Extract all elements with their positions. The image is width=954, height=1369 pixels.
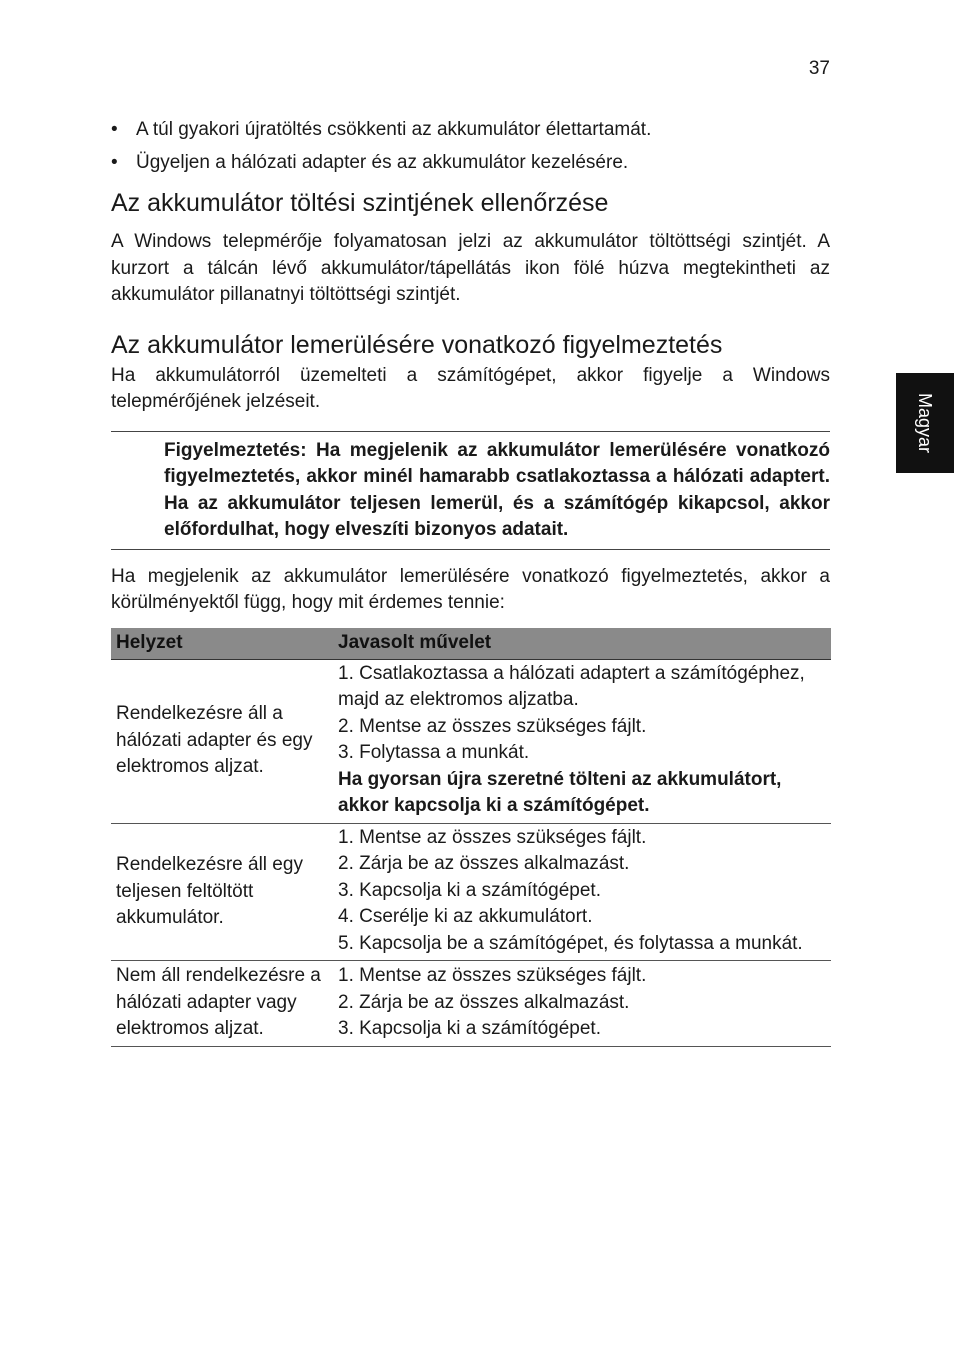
action-step: 4. Cserélje ki az akkumulátort. <box>338 906 593 927</box>
bullet-icon: • <box>111 119 118 140</box>
section-heading-charge-level: Az akkumulátor töltési szintjének ellenőrzése <box>111 189 609 217</box>
table-row <box>111 961 831 1047</box>
action-cell <box>333 961 831 1047</box>
action-step: 1. Mentse az összes szükséges fájlt. <box>338 965 647 986</box>
action-note: Ha gyorsan újra szeretné tölteni az akkumulátort, akkor kapcsolja ki a számítógépet. <box>338 768 782 816</box>
bullet-item <box>111 150 830 176</box>
after-warning-paragraph: Ha megjelenik az akkumulátor lemerülésére vonatkozó figyelmeztetés, akkor a körülményektől függ, hogy mit érdemes tennie: <box>111 565 830 613</box>
language-side-tab <box>896 373 954 473</box>
action-step: 1. Mentse az összes szükséges fájlt. <box>338 826 647 848</box>
bullet-icon: • <box>111 152 118 173</box>
situation-cell: Rendelkezésre áll a hálózati adapter és egy elektromos aljzat. <box>111 659 333 823</box>
section-body-low-battery-warning: Ha akkumulátorról üzemelteti a számítógépet, akkor figyelje a Windows telepmérőjének jelzéseit. <box>111 364 830 412</box>
action-step: 3. Folytassa a munkát. <box>338 742 530 763</box>
page-number: 37 <box>808 58 830 79</box>
warning-text: Figyelmeztetés: Ha megjelenik az akkumulátor lemerülésére vonatkozó figyelmeztetés, akkor minél hamarabb csatlakoztassa a hálózati adaptert. Ha az akkumulátor teljesen lemerül, és a számítógép kikapcsol, akkor előfordulhat, hogy elveszíti bizonyos adatait. <box>164 439 830 540</box>
bullet-list <box>111 117 830 176</box>
table-row <box>111 659 831 823</box>
section-body-charge-level: A Windows telepmérője folyamatosan jelzi az akkumulátor töltöttségi szintjét. A kurzort a tálcán lévő akkumulátor/tápellátás ikon fölé húzva megtekintheti az akkumulátor pillanatnyi töltöttségi szintjét. <box>111 231 830 305</box>
table-row <box>111 823 831 961</box>
action-step: 3. Kapcsolja ki a számítógépet. <box>338 879 601 901</box>
page-content <box>111 117 830 1047</box>
table-header-row <box>111 628 831 660</box>
action-step: 2. Zárja be az összes alkalmazást. <box>338 853 630 874</box>
action-step: 2. Mentse az összes szükséges fájlt. <box>338 715 647 737</box>
section-heading-low-battery-warning: Az akkumulátor lemerülésére vonatkozó figyelmeztetés <box>111 330 723 359</box>
action-cell <box>333 823 831 961</box>
recommended-actions-table <box>111 628 831 1047</box>
action-cell <box>333 659 831 823</box>
bullet-text: A túl gyakori újratöltés csökkenti az akkumulátor élettartamát. <box>136 119 652 140</box>
action-step: 3. Kapcsolja ki a számítógépet. <box>338 1018 601 1039</box>
column-header-recommended-action: Javasolt művelet <box>333 628 831 660</box>
situation-cell: Nem áll rendelkezésre a hálózati adapter vagy elektromos aljzat. <box>111 961 333 1047</box>
action-step: 5. Kapcsolja be a számítógépet, és folytassa a munkát. <box>338 932 803 954</box>
bullet-text: Ügyeljen a hálózati adapter és az akkumulátor kezelésére. <box>136 152 629 173</box>
warning-box <box>111 431 830 550</box>
action-step: 2. Zárja be az összes alkalmazást. <box>338 991 630 1013</box>
action-step: 1. Csatlakoztassa a hálózati adaptert a számítógéphez, majd az elektromos aljzatba. <box>338 662 805 710</box>
language-side-tab-label: Magyar <box>915 392 935 454</box>
bullet-item <box>111 117 830 143</box>
situation-cell: Rendelkezésre áll egy teljesen feltöltött akkumulátor. <box>111 823 333 961</box>
column-header-situation: Helyzet <box>111 628 333 660</box>
